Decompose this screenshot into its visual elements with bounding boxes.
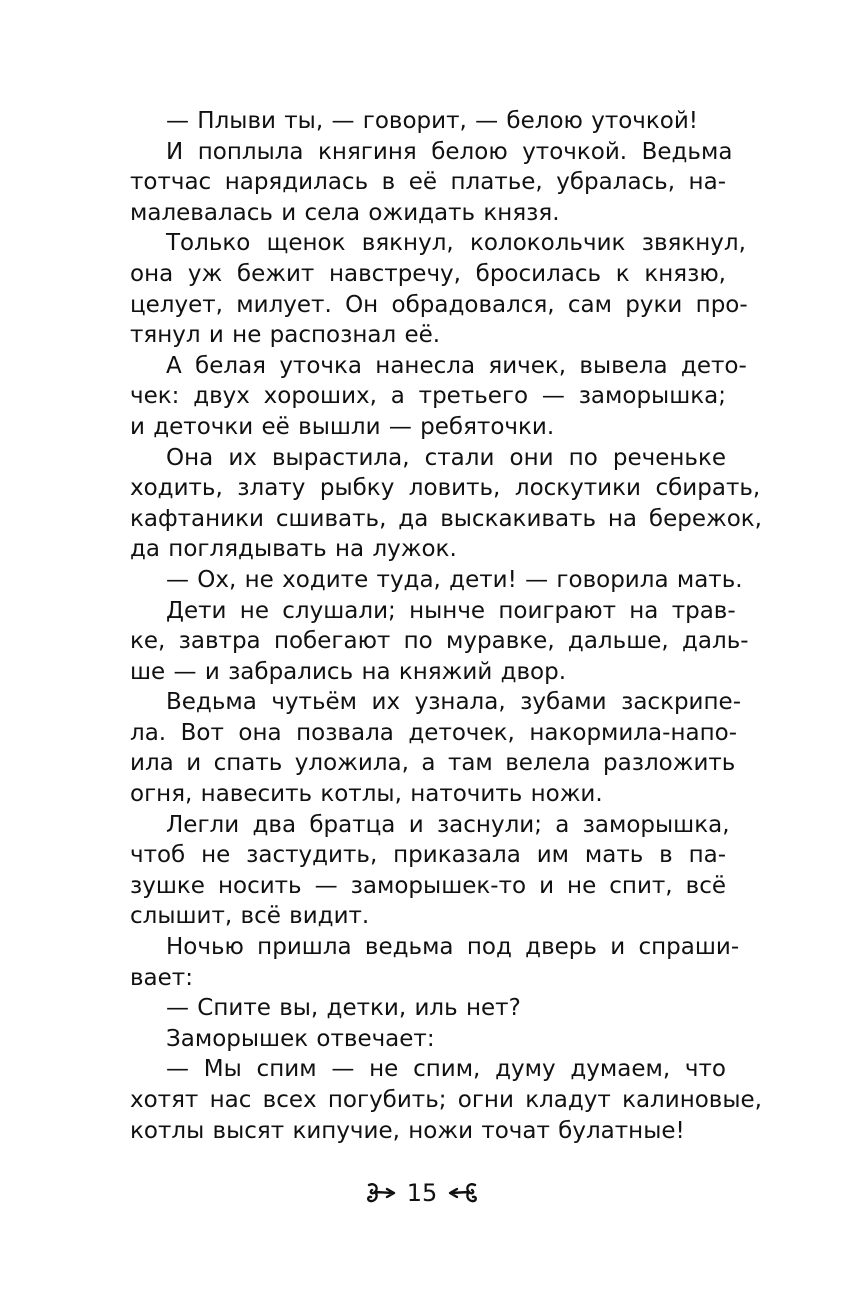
text-line: вает: (130, 964, 193, 991)
text-line: Ночью пришла ведьма под дверь и спраши- (166, 934, 740, 961)
text-line: ла. Вот она позвала деточек, накормила-напо- (130, 719, 737, 746)
paragraph (94, 993, 726, 1024)
text-line: кафтаники сшивать, да выскакивать на бережок, (130, 505, 762, 532)
paragraph (94, 596, 749, 688)
text-line: ходить, злату рыбку ловить, лоскутики сбирать, (130, 475, 761, 502)
paragraph (94, 106, 726, 137)
text-line: малевалась и села ожидать князя. (130, 199, 560, 226)
text-line: чек: двух хороших, а третьего — заморышка; (130, 383, 726, 410)
text-line: А белая уточка нанесла яичек, вывела дето- (166, 352, 747, 379)
text-line: ке, завтра побегают по муравке, дальше, даль- (130, 628, 749, 655)
paragraph (94, 932, 740, 993)
text-line: ше — и забрались на княжий двор. (130, 658, 567, 685)
text-line: и деточки её вышли — ребяточки. (130, 413, 555, 440)
text-line: ила и спать уложила, а там велела разложить (130, 750, 736, 777)
paragraph (94, 1024, 726, 1055)
text-line: котлы высят кипучие, ножи точат булатные! (130, 1117, 685, 1144)
text-line: хотят нас всех погубить; огни кладут калиновые, (130, 1087, 762, 1113)
page-folio (0, 1175, 844, 1211)
body-text (94, 106, 762, 1146)
paragraph (94, 1054, 762, 1146)
text-line: Заморышек отвечает: (166, 1025, 435, 1052)
text-line: слышит, всё видит. (130, 903, 370, 930)
paragraph (94, 137, 733, 229)
text-line: тотчас нарядилась в её платье, убралась, на- (130, 169, 726, 196)
text-line: огня, навесить котлы, наточить ножи. (130, 781, 603, 808)
paragraph (94, 687, 741, 809)
paragraph (94, 565, 743, 596)
text-line: Ведьма чутьём их узнала, зубами заскрипе- (166, 689, 741, 716)
text-line: Только щенок вякнул, колокольчик звякнул, (166, 230, 746, 257)
paragraph (94, 351, 747, 443)
paragraph (94, 443, 762, 565)
page-number: 15 (406, 1179, 438, 1207)
text-line: целует, милует. Он обрадовался, сам руки про- (130, 291, 748, 318)
text-line: чтоб не застудить, приказала им мать в па- (130, 842, 726, 869)
paragraph (94, 228, 748, 350)
flourish-left-icon (445, 1180, 479, 1206)
text-line: Легли два братца и заснули; а заморышка, (166, 811, 730, 838)
text-line: Дети не слушали; нынче поиграют на трав- (166, 597, 736, 624)
text-line: Она их вырастила, стали они по реченьке (166, 444, 726, 471)
text-line: — Плыви ты, — говорит, — белою уточкой! (166, 108, 699, 134)
text-line: — Мы спим — не спим, думу думаем, что (166, 1056, 726, 1083)
text-line: — Ох, не ходите туда, дети! — говорила мать. (166, 566, 743, 593)
text-line: зушке носить — заморышек-то и не спит, всё (130, 872, 726, 899)
text-line: — Спите вы, детки, иль нет? (166, 995, 521, 1022)
text-line: да поглядывать на лужок. (130, 536, 457, 563)
flourish-right-icon (365, 1180, 399, 1206)
paragraph (94, 810, 730, 932)
text-line: И поплыла княгиня белою уточкой. Ведьма (166, 138, 733, 165)
text-line: тянул и не распознал её. (130, 322, 441, 349)
text-line: она уж бежит навстречу, бросилась к князю, (130, 260, 726, 287)
